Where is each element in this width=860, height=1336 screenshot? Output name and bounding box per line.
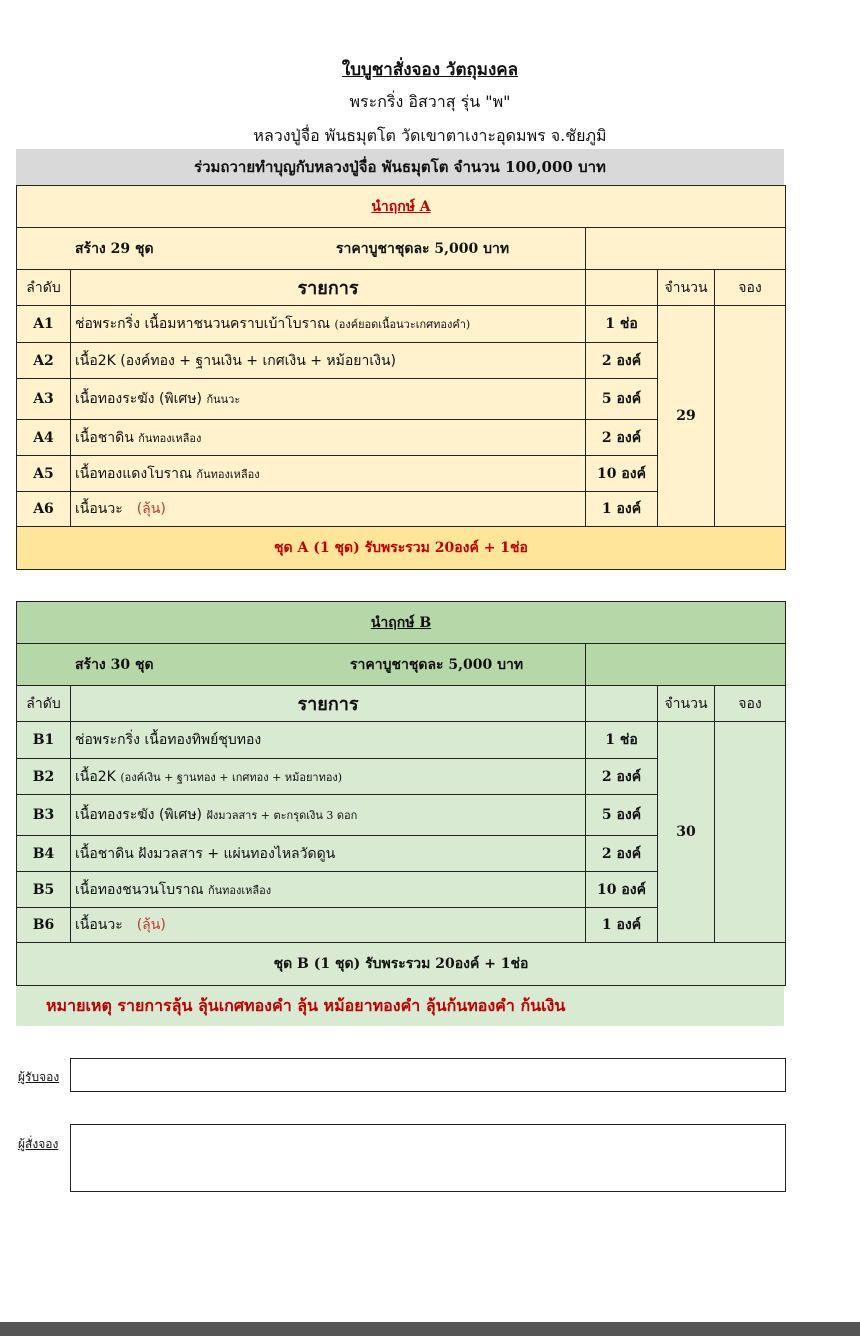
col-qty-blank	[586, 270, 658, 306]
row-desc: เนื้อนวะ (ลุ้น)	[71, 908, 586, 943]
row-qty: 5 องค์	[586, 795, 658, 836]
section-a-reserve-cell[interactable]	[715, 306, 786, 527]
row-code: A4	[17, 420, 71, 456]
row-desc: เนื้อนวะ (ลุ้น)	[71, 492, 586, 527]
section-a-build: สร้าง 29 ชุด	[17, 228, 586, 270]
row-desc: เนื้อชาดิน ฝังมวลสาร + แผ่นทองไหลวัดดูน	[71, 836, 586, 872]
section-b-reserve-cell[interactable]	[715, 722, 786, 943]
col-qty-blank	[586, 686, 658, 722]
col-reserve: จอง	[715, 686, 786, 722]
document-title: ใบบูชาสั่งจอง วัตถุมงคล	[341, 60, 519, 80]
orderer-field[interactable]	[70, 1124, 786, 1192]
row-qty: 10 องค์	[586, 872, 658, 908]
section-a-title: นำฤกษ์ A	[17, 186, 786, 228]
row-qty: 5 องค์	[586, 379, 658, 420]
section-b-build: สร้าง 30 ชุด	[17, 644, 586, 686]
row-desc: เนื้อทองระฆัง (พิเศษ) ฝังมวลสาร + ตะกรุดเงิน 3 ดอก	[71, 795, 586, 836]
section-a-footer: ชุด A (1 ชุด) รับพระรวม 20องค์ + 1ช่อ	[17, 527, 786, 570]
section-b-table	[16, 601, 786, 986]
col-order: ลำดับ	[17, 270, 71, 306]
row-desc: เนื้อทองชนวนโบราณ ก้นทองเหลือง	[71, 872, 586, 908]
row-code: B6	[17, 908, 71, 943]
section-a-price: ราคาบูชาชุดละ 5,000 บาท	[586, 228, 786, 270]
row-code: B4	[17, 836, 71, 872]
row-qty: 10 องค์	[586, 456, 658, 492]
row-qty: 2 องค์	[586, 759, 658, 795]
orderer-label: ผู้สั่งจอง	[18, 1137, 59, 1151]
row-qty: 1 องค์	[586, 908, 658, 943]
row-code: A5	[17, 456, 71, 492]
section-a-total: 29	[658, 306, 715, 527]
row-desc: เนื้อ2K (องค์เงิน + ฐานทอง + เกศทอง + หม้อยาทอง)	[71, 759, 586, 795]
temple-name: หลวงปู่จื่อ พันธมุตโต วัดเขาตาเงาะอุดมพร จ.ชัยภูมิ	[253, 126, 607, 145]
col-item: รายการ	[71, 270, 586, 306]
row-code: B2	[17, 759, 71, 795]
row-desc: เนื้อชาดิน ก้นทองเหลือง	[71, 420, 586, 456]
col-quantity: จำนวน	[658, 686, 715, 722]
row-desc: เนื้อทองแดงโบราณ ก้นทองเหลือง	[71, 456, 586, 492]
col-reserve: จอง	[715, 270, 786, 306]
col-quantity: จำนวน	[658, 270, 715, 306]
row-code: A6	[17, 492, 71, 527]
row-qty: 1 ช่อ	[586, 306, 658, 343]
amulet-name: พระกริ่ง อิสวาสุ รุ่น "พ"	[349, 92, 511, 111]
row-code: B1	[17, 722, 71, 759]
section-b-title: นำฤกษ์ B	[17, 602, 786, 644]
section-b-total: 30	[658, 722, 715, 943]
donation-banner: ร่วมถวายทำบุญกับหลวงปู่จื่อ พันธมุตโต จำนวน 100,000 บาท	[16, 149, 784, 185]
remark-note: หมายเหตุ รายการลุ้น ลุ้นเกศทองคำ ลุ้น หม้อยาทองคำ ลุ้นก้นทองคำ ก้นเงิน	[16, 986, 784, 1026]
receiver-label: ผู้รับจอง	[18, 1070, 60, 1084]
row-code: A1	[17, 306, 71, 343]
row-qty: 2 องค์	[586, 343, 658, 379]
row-desc: เนื้อทองระฆัง (พิเศษ) ก้นนวะ	[71, 379, 586, 420]
row-code: B3	[17, 795, 71, 836]
row-qty: 1 องค์	[586, 492, 658, 527]
receiver-field[interactable]	[70, 1058, 786, 1092]
row-code: A3	[17, 379, 71, 420]
section-a-table	[16, 185, 786, 570]
row-qty: 1 ช่อ	[586, 722, 658, 759]
section-b-price: ราคาบูชาชุดละ 5,000 บาท	[586, 644, 786, 686]
row-desc: ช่อพระกริ่ง เนื้อทองทิพย์ชุบทอง	[71, 722, 586, 759]
row-desc: ช่อพระกริ่ง เนื้อมหาชนวนคราบเบ้าโบราณ (องค์ยอดเนื้อนวะเกศทองคำ)	[71, 306, 586, 343]
row-qty: 2 องค์	[586, 836, 658, 872]
bottom-bar	[0, 1322, 860, 1336]
col-item: รายการ	[71, 686, 586, 722]
col-order: ลำดับ	[17, 686, 71, 722]
row-code: A2	[17, 343, 71, 379]
section-b-footer: ชุด B (1 ชุด) รับพระรวม 20องค์ + 1ช่อ	[17, 943, 786, 986]
row-qty: 2 องค์	[586, 420, 658, 456]
row-desc: เนื้อ2K (องค์ทอง + ฐานเงิน + เกศเงิน + หม้อยาเงิน)	[71, 343, 586, 379]
row-code: B5	[17, 872, 71, 908]
